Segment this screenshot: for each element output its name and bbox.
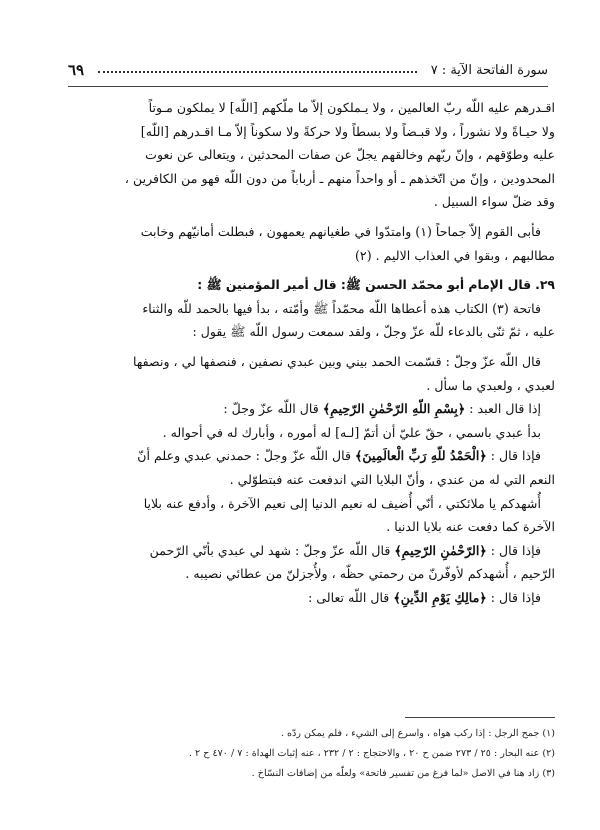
footnote: (١) جمح الرجل : إذا ركب هواه ، واسرع إلى الشيء ، فلم يمكن ردّه .: [280, 728, 555, 739]
text-line: فأبى القوم إلاّ جماحاً (١) وامتدّوا في طغيانهم يعمهون ، فبطلت أمانيّهم وخابت: [140, 223, 541, 239]
footnotes: [60, 724, 555, 784]
text-line: الآخرة كما دفعت عنه بلايا الدنيا .: [386, 519, 555, 535]
text-line: وقد ضلّ سواء السبيل .: [433, 194, 555, 210]
hadith-heading: قال الإمام أبو محمّد الحسن ﷺ: قال أمير المؤمنين ﷺ :: [197, 277, 532, 293]
text-line: بدأ عبدي باسمي ، حقّ عليّ أن أتمّ [لـه] له أموره ، وأبارك له في أحواله .: [162, 424, 541, 440]
text-line: لعبدي ، ولعبدي ما سأل .: [426, 377, 555, 393]
footnote: (٢) عنه البحار : ٢٥ / ٢٧٣ ضمن ح ٢٠ ، والاحتجاج : ٢ / ٢٣٢ ، عنه إثبات الهداة : ٧ / ٤٧٠ ح ٢ .: [188, 748, 555, 759]
text-line: مطالبهم ، وبقوا في العذاب الاليم . (٢): [355, 247, 555, 263]
text-line: اقـدرهم عليه اللّه ربّ العالمين ، ولا يـملكون إلاّ ما ملّكهم [اللّه] لا يملكون مـوتاً: [148, 100, 555, 115]
text-line: [50, 586, 555, 610]
text-line: فاتحة (٣) الكتاب هذه أعطاها اللّه محمّداً ﷺ وأمّته ، بدأ فيها بالحمد للّه والثناء: [142, 300, 541, 316]
text-span: قال اللّه عزّ وجلّ :: [223, 401, 323, 417]
quran-verse: ﴿بِسْمِ اللّهِ الرّحْمٰنِ الرّحِيمِ﴾: [322, 401, 466, 417]
text-span: قال اللّه عزّ وجلّ : حمدني عبدي وعلم أنّ: [137, 448, 356, 464]
quran-verse: ﴿الرّحْمٰنِ الرّحِيمِ﴾: [394, 542, 487, 558]
text-line: أُشهدكم يا ملائكتي ، أنّي أُضيف له نعيم الدنيا إلى نعيم الآخرة ، وأدفع عنه بلايا: [143, 495, 541, 511]
text-span: قال اللّه عزّ وجلّ : شهد لي عبدي بأنّي الرّحمن: [149, 542, 395, 558]
header-dotted-leader: [98, 71, 417, 73]
text-span: إذا قال العبد :: [465, 401, 541, 417]
page-header: [68, 58, 548, 82]
text-line: [50, 397, 555, 421]
text-span: قال اللّه تعالى :: [308, 589, 394, 605]
text-span: فإذا قال :: [486, 542, 541, 558]
page-number: ٦٩: [68, 61, 85, 79]
text-line: [50, 539, 555, 563]
footnote-separator: [405, 717, 555, 718]
text-line: ولا حيـاةً ولا نشوراً ، ولا قبـضاً ولا بسطاً ولا حركةً ولا سكوناً إلاّ مـا اقـدرهم [اللّه]: [140, 123, 555, 139]
text-line: [50, 444, 555, 468]
quran-verse: ﴿مالِكِ يَوْمِ الدِّينِ﴾: [393, 589, 487, 605]
text-line: الرّحيم ، أُشهدكم لأوفّرنّ من رحمتي حظّه ، ولأُجزلنّ من عطائي نصيبه .: [185, 566, 555, 582]
section-heading: [50, 273, 555, 297]
header-rule: [68, 86, 548, 87]
text-line: المحدودين ، وإنّ من اتّخذهم ـ أو واحداً منهم ـ أرباباً من دون اللّه فهو من الكافرين ،: [124, 170, 555, 186]
main-text: [50, 96, 555, 609]
hadith-number: ٢٩.: [535, 277, 555, 293]
quran-verse: ﴿الْحَمْدُ للّهِ رَبِّ الْعالَمِينَ﴾: [355, 448, 487, 464]
text-line: قال اللّه عزّ وجلّ : قسّمت الحمد بيني وبين عبدي نصفين ، فنصفها لي ، ونصفها: [133, 353, 541, 369]
text-span: فإذا قال :: [486, 448, 541, 464]
text-span: فإذا قال :: [486, 589, 541, 605]
running-title: سورة الفاتحة الآية : ٧: [430, 62, 548, 78]
text-line: عليه وطوّقهم ، وإنّ ربّهم وخالقهم يجلّ عن صفات المحدثين ، ويتعالى عن نعوت: [145, 147, 555, 163]
footnote: (٣) زاد هنا في الاصل «لما فرغ من تفسير فاتحة» ولعلّه من إضافات النسّاخ .: [251, 768, 555, 779]
text-line: عليه ، ثمّ ثنّى بالدعاء للّه عزّ وجلّ ، ولقد سمعت رسول اللّه ﷺ يقول :: [192, 324, 555, 340]
text-line: النعم التي له من عندي ، وأنّ البلايا التي اندفعت عنه فبتطوّلي .: [229, 471, 555, 487]
